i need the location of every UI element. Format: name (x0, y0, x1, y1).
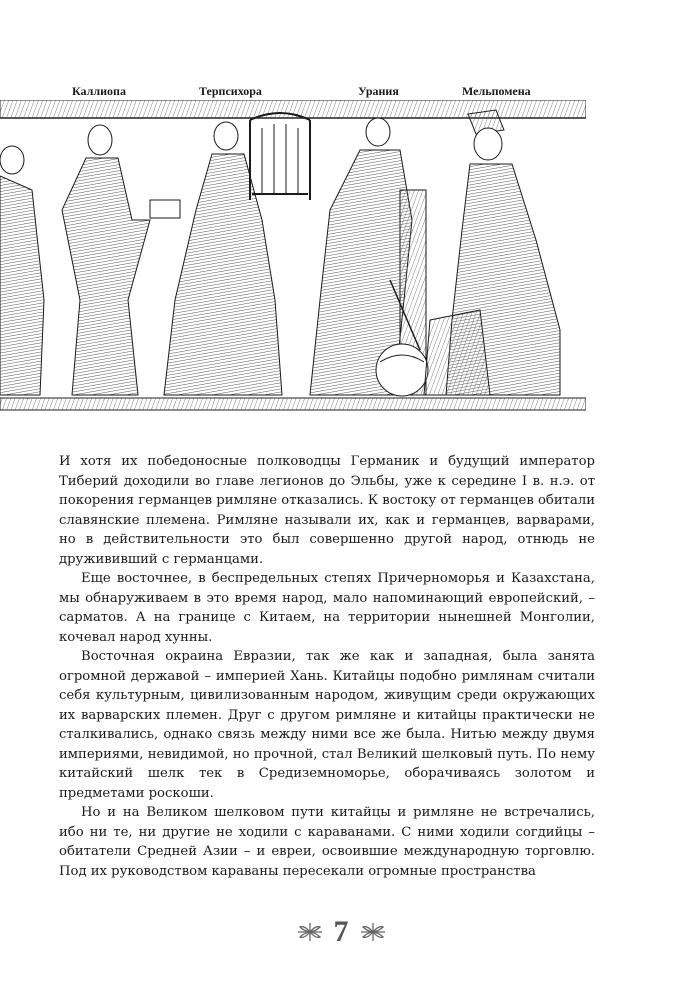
page-number: 7 (333, 915, 349, 948)
floral-ornament-icon (294, 921, 326, 943)
muses-frieze-illustration (0, 100, 586, 418)
paragraph: Но и на Великом шелковом пути китайцы и римляне не встречались, ибо ни те, ни другие не ходили с караванами. С ними ходили согдийцы – обитатели Средней Азии – и евреи, освоившие международную торговлю. Под их руководством караваны пересекали огромные пространства (59, 805, 595, 879)
figure-muse-left (0, 146, 44, 395)
figure-urania (310, 118, 428, 396)
paragraph: И хотя их победоносные полководцы Германик и будущий император Тиберий доходили во главе легионов до Эльбы, уже к середине I в. н.э. от покорения германцев римляне отказались. К востоку от германцев обитали славянские племена. Римляне называли их, как и германцев, варварами, но в действительности это был совершенно другой народ, отнюдь не дружививший с германцами. (59, 454, 595, 567)
paragraph: Восточная окраина Евразии, так же как и западная, была занята огромной державой – империей Хань. Китайцы подобно римлянам считали себя культурным, цивилизованным народом, живущим среди окружающих их варварских племен. Друг с другом римляне и китайцы практически не сталкивались, однако связь между ними все же была. Нитью между двумя империями, невидимой, но прочной, стал Великий шелковый путь. По нему китайский шелк тек в Средиземноморье, оборачиваясь золотом и предметами роскоши. (59, 649, 595, 801)
figure-calliope (62, 125, 180, 395)
body-text (59, 452, 595, 881)
figure-terpsichore (164, 113, 310, 395)
figure-melpomene (424, 110, 560, 395)
floral-ornament-icon (357, 921, 389, 943)
caption-urania: Урания (358, 84, 399, 98)
paragraph: Еще восточнее, в беспредельных степях Причерноморья и Казахстана, мы обнаруживаем в это время народ, мало напоминающий европейский, – сарматов. А на границе с Китаем, на территории нынешней Монголии, кочевал народ хунны. (59, 571, 595, 645)
caption-calliope: Каллиопа (72, 84, 126, 98)
caption-melpomene: Мельпомена (462, 84, 531, 98)
page-footer (0, 912, 682, 952)
caption-terpsichore: Терпсихора (199, 84, 262, 98)
